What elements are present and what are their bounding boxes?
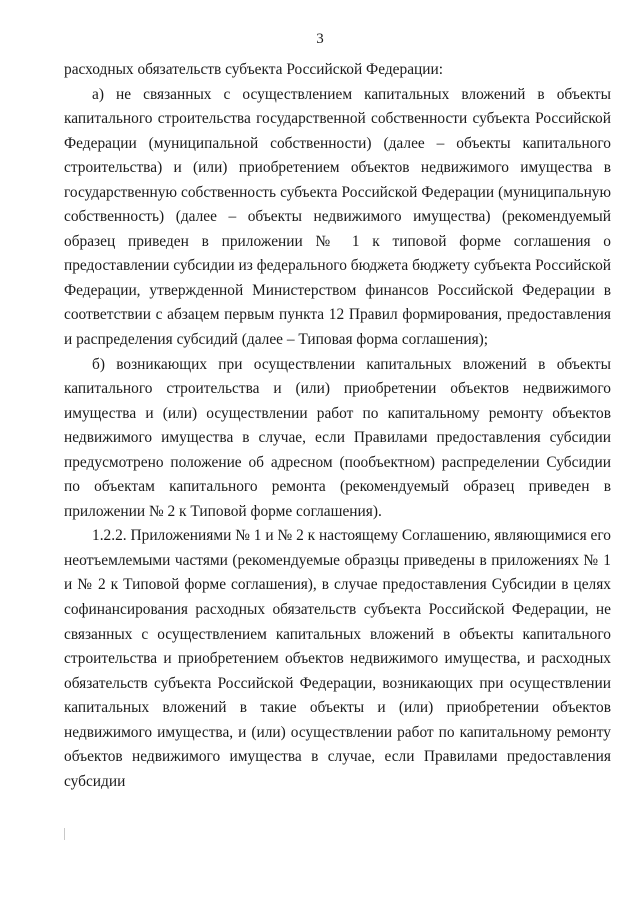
scan-mark [64,828,65,840]
document-body [64,58,611,794]
paragraph-item-b: б) возникающих при осуществлении капитальных вложений в объекты капитального строительства и (или) приобретении объектов недвижимого имущества и (или) осуществлении работ по капитальному ремонту объектов недвижимого имущества в случае, если Правилами предоставления субсидии предусмотрено положение об адресном (пообъектном) распределении Субсидии по объектам капитального ремонта (рекомендуемый образец приведен в приложении № 2 к Типовой форме соглашения). [64,355,611,520]
paragraph-intro: расходных обязательств субъекта Российской Федерации: [64,61,444,78]
paragraph-clause-1-2-2: 1.2.2. Приложениями № 1 и № 2 к настоящему Соглашению, являющимися его неотъемлемыми частями (рекомендуемые образцы приведены в приложениях № 1 и № 2 к Типовой форме соглашения), в случае предоставления Субсидии в целях софинансирования расходных обязательств субъекта Российской Федерации, не связанных с осуществлением капитальных вложений в объекты капитального строительства и приобретением объектов недвижимого имущества, и расходных обязательств субъекта Российской Федерации, возникающих при осуществлении капитальных вложений в такие объекты и (или) приобретении объектов недвижимого имущества, и (или) осуществлении работ по капитальному ремонту объектов недвижимого имущества в случае, если Правилами предоставления субсидии [64,527,611,790]
page-number: 3 [316,31,324,47]
paragraph-item-a: а) не связанных с осуществлением капитальных вложений в объекты капитального строительства государственной собственности субъекта Российской Федерации (муниципальной собственности) (далее – объекты капитального строительства) и (или) приобретением объектов недвижимого имущества в государственную собственность субъекта Российской Федерации (муниципальную собственность) (далее – объекты недвижимого имущества) (рекомендуемый образец приведен в приложении № 1 к типовой форме соглашения о предоставлении субсидии из федерального бюджета бюджету субъекта Российской Федерации, утвержденной Министерством финансов Российской Федерации в соответствии с абзацем первым пункта 12 Правил формирования, предоставления и распределения субсидий (далее – Типовая форма соглашения); [64,85,611,349]
